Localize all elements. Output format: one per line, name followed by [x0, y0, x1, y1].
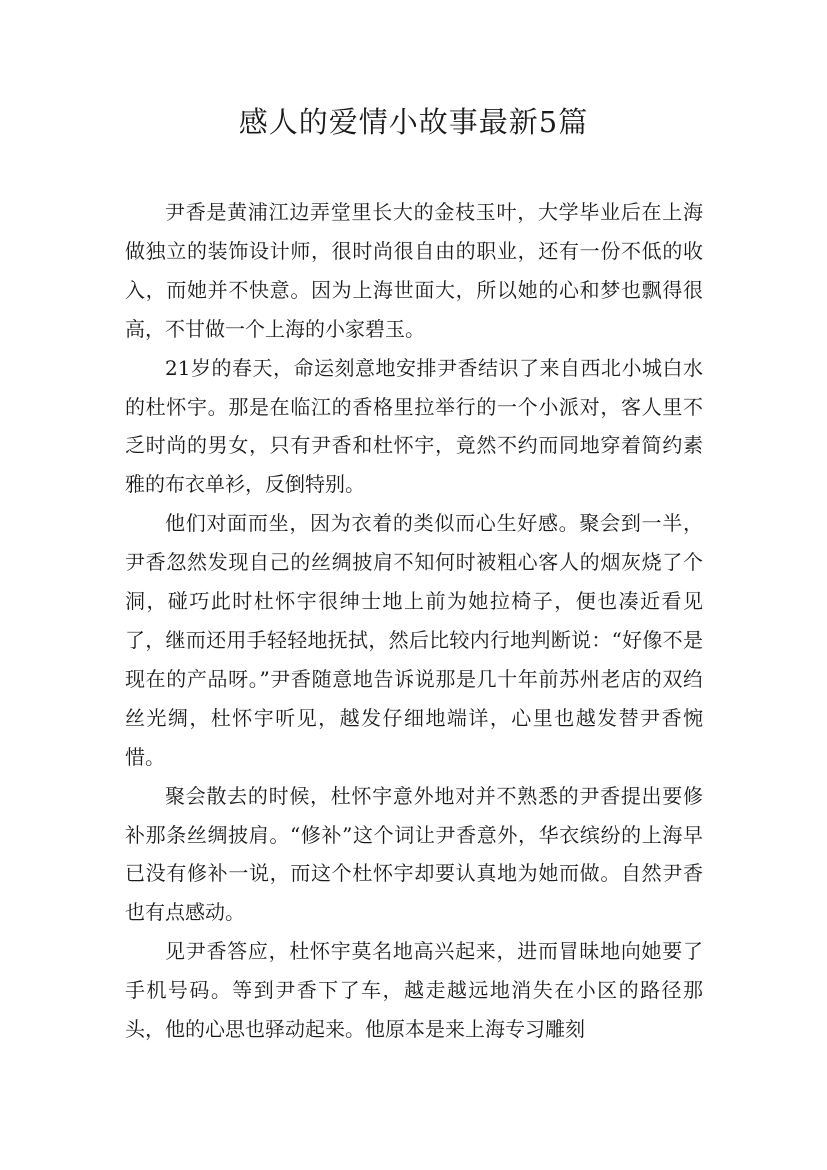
- document-title: 感人的爱情小故事最新5篇: [238, 105, 589, 139]
- paragraph: 见尹香答应，杜怀宇莫名地高兴起来，进而冒昧地向她要了手机号码。等到尹香下了车，越走越远地消失在小区的路径那头，他的心思也驿动起来。他原本是来上海专习雕刻: [125, 939, 703, 1042]
- paragraph: 他们对面而坐，因为衣着的类似而心生好感。聚会到一半，尹香忽然发现自己的丝绸披肩不知何时被粗心客人的烟灰烧了个洞，碰巧此时杜怀宇很绅士地上前为她拉椅子，便也凑近看见了，继而还用手轻轻地抚拭，然后比较内行地判断说：“好像不是现在的产品呀。”尹香随意地告诉说那是几十年前苏州老店的双绉丝光绸，杜怀宇听见，越发仔细地端详，心里也越发替尹香惋惜。: [125, 511, 703, 769]
- paragraph: 聚会散去的时候，杜怀宇意外地对并不熟悉的尹香提出要修补那条丝绸披肩。“修补”这个词让尹香意外，华衣缤纷的上海早已没有修补一说，而这个杜怀宇却要认真地为她而做。自然尹香也有点感动。: [125, 783, 703, 925]
- paragraph: 21岁的春天，命运刻意地安排尹香结识了来自西北小城白水的杜怀宇。那是在临江的香格里拉举行的一个小派对，客人里不乏时尚的男女，只有尹香和杜怀宇，竟然不约而同地穿着简约素雅的布衣单衫，反倒特别。: [125, 355, 703, 497]
- paragraph: 尹香是黄浦江边弄堂里长大的金枝玉叶，大学毕业后在上海做独立的装饰设计师，很时尚很自由的职业，还有一份不低的收入，而她并不快意。因为上海世面大，所以她的心和梦也飘得很高，不甘做一个上海的小家碧玉。: [125, 200, 703, 341]
- document-body: [125, 193, 703, 1049]
